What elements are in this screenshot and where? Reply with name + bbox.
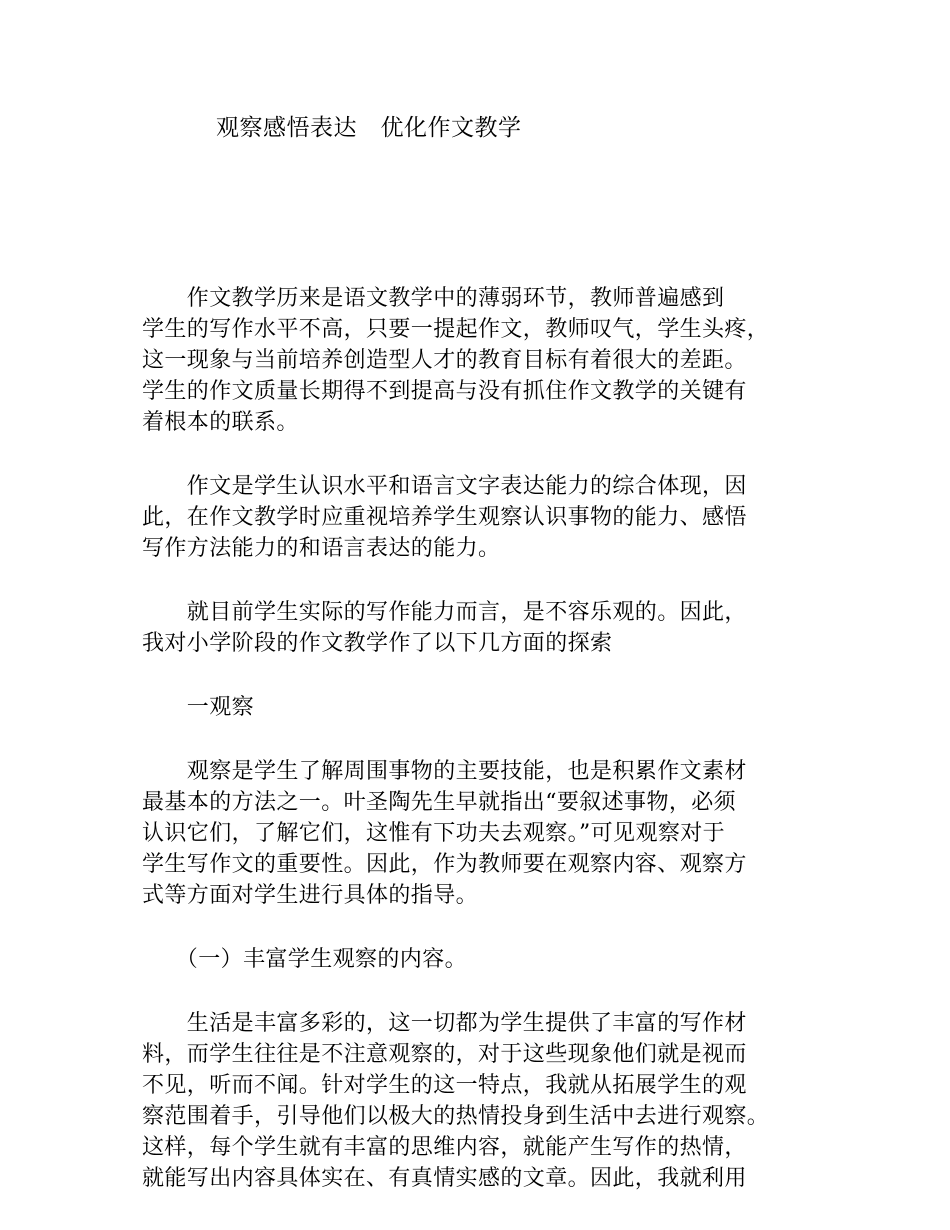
subsection-heading-1 [142,944,832,975]
paragraph-line: 就能写出内容具体实在、有真情实感的文章。因此，我就利用 [142,1166,747,1191]
paragraph-line: 这样，每个学生就有丰富的思维内容，就能产生写作的热情， [142,1135,747,1160]
heading-line: （一）丰富学生观察的内容。 [142,947,468,972]
paragraph-line: 察范围着手，引导他们以极大的热情投身到生活中去进行观察。 [142,1104,770,1129]
paragraph-line: 作文教学历来是语文教学中的薄弱环节，教师普遍感到 [142,286,725,311]
paragraph-line: 作文是学生认识水平和语言文字表达能力的综合体现，因 [142,474,747,499]
paragraph-line: 此，在作文教学时应重视培养学生观察认识事物的能力、感悟 [142,505,747,530]
paragraph-line: 这一现象与当前培养创造型人才的教育目标有着很大的差距。 [142,348,747,373]
paragraph-1 [142,283,832,438]
paragraph-2 [142,471,832,564]
paragraph-line: 写作方法能力的和语言表达的能力。 [142,536,501,561]
document-body [142,283,832,1227]
paragraph-line: 式等方面对学生进行具体的指导。 [142,883,479,908]
paragraph-5 [142,1008,832,1194]
paragraph-line: 料，而学生往往是不注意观察的，对于这些现象他们就是视而 [142,1042,747,1067]
paragraph-line: 着根本的联系。 [142,410,299,435]
paragraph-line: 我对小学阶段的作文教学作了以下几方面的探索 [142,631,613,656]
paragraph-line: 认识它们，了解它们，这惟有下功夫去观察。”可见观察对于 [142,821,726,846]
document-title: 观察感悟表达 优化作文教学 [216,115,522,141]
paragraph-line: 不见，听而不闻。针对学生的这一特点，我就从拓展学生的观 [142,1073,747,1098]
paragraph-line: 就目前学生实际的写作能力而言，是不容乐观的。因此， [142,600,747,625]
section-heading-observation [142,692,832,723]
paragraph-line: 学生写作文的重要性。因此，作为教师要在观察内容、观察方 [142,852,747,877]
heading-line: 一观察 [142,695,255,720]
paragraph-line: 生活是丰富多彩的，这一切都为学生提供了丰富的写作材 [142,1011,747,1036]
paragraph-line: 最基本的方法之一。叶圣陶先生早就指出“要叙述事物，必须 [142,790,737,815]
paragraph-4 [142,756,832,911]
paragraph-line: 观察是学生了解周围事物的主要技能，也是积累作文素材 [142,759,747,784]
paragraph-line: 学生的写作水平不高，只要一提起作文，教师叹气，学生头疼， [142,317,770,342]
paragraph-line: 学生的作文质量长期得不到提高与没有抓住作文教学的关键有 [142,379,747,404]
paragraph-3 [142,597,832,659]
